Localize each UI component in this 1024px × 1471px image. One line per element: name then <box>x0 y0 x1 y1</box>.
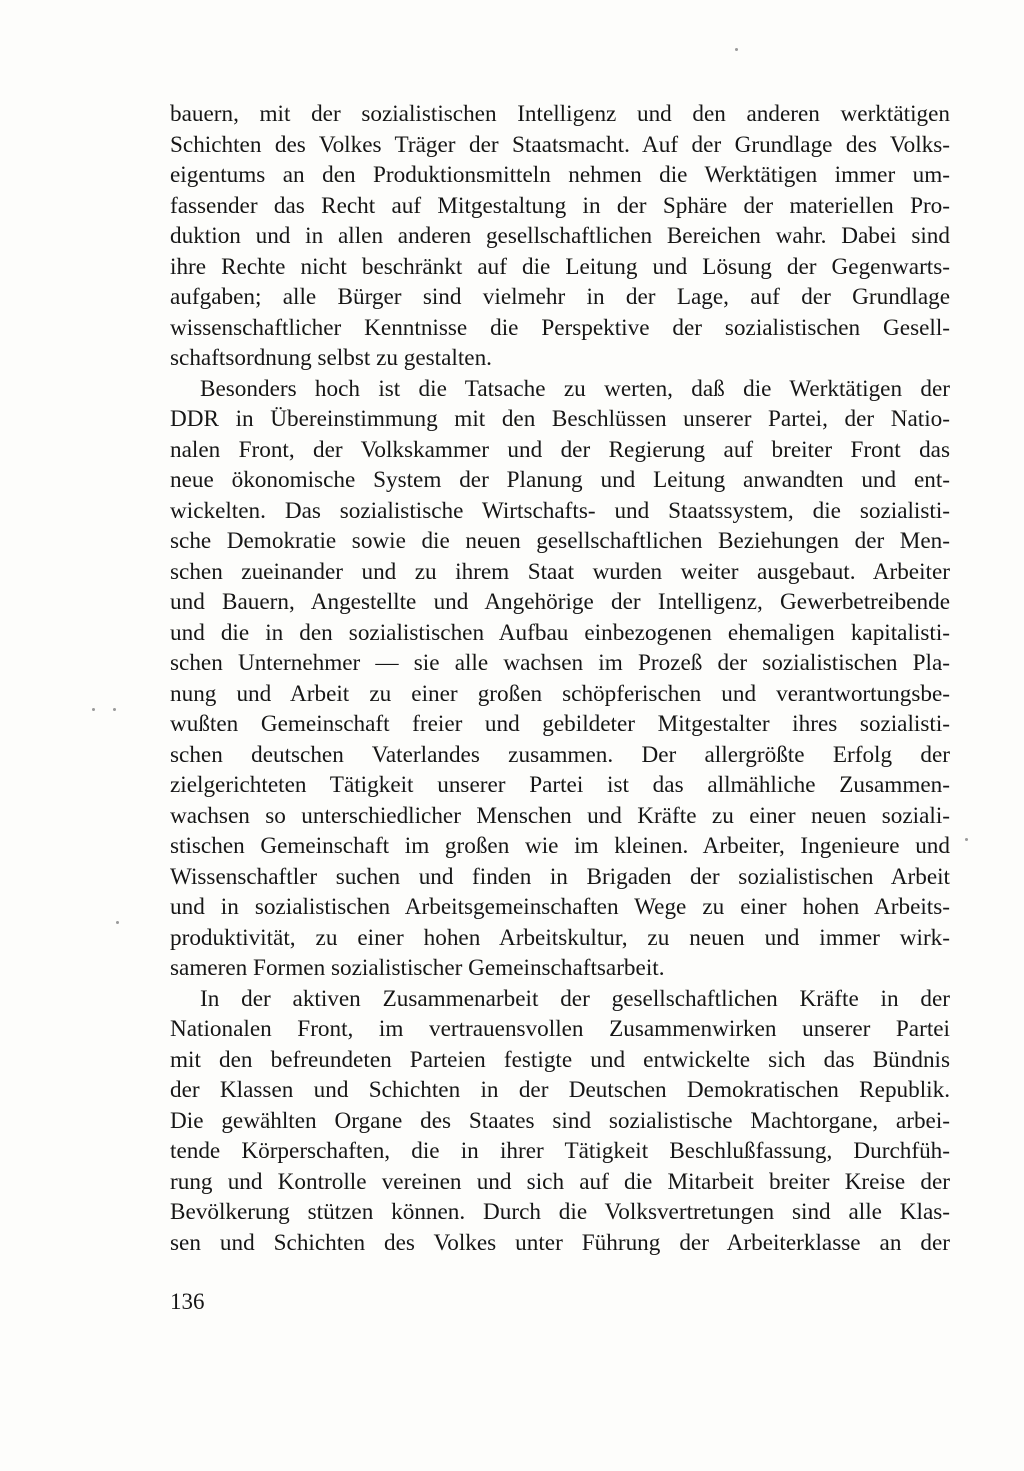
text-line: produktivität, zu einer hohen Arbeitskultur, zu neuen und immer wirk- <box>170 924 950 951</box>
text-line: und die in den sozialistischen Aufbau einbezogenen ehemaligen kapitalisti- <box>170 619 950 646</box>
paragraph <box>170 99 950 374</box>
body-text <box>170 99 950 1258</box>
text-line: mit den befreundeten Parteien festigte und entwickelte sich das Bündnis <box>170 1046 950 1073</box>
text-line: Schichten des Volkes Träger der Staatsmacht. Auf der Grundlage des Volks- <box>170 131 950 158</box>
scan-speck <box>92 708 95 711</box>
scan-speck <box>735 48 738 51</box>
scan-speck <box>113 708 116 711</box>
text-line: eigentums an den Produktionsmitteln nehmen die Werktätigen immer um- <box>170 162 950 188</box>
text-line: neue ökonomische System der Planung und Leitung anwandten und ent- <box>170 467 950 493</box>
page-number: 136 <box>170 1289 205 1314</box>
text-line: schaftsordnung selbst zu gestalten. <box>170 345 492 371</box>
text-line: duktion und in allen anderen gesellschaftlichen Bereichen wahr. Dabei sind <box>170 223 950 249</box>
text-line: wußten Gemeinschaft freier und gebildeter Mitgestalter ihres sozialisti- <box>170 711 950 737</box>
text-line: schen Unternehmer — sie alle wachsen im Prozeß der sozialistischen Pla- <box>170 650 950 676</box>
text-line: nalen Front, der Volkskammer und der Regierung auf breiter Front das <box>170 436 950 463</box>
text-line: Wissenschaftler suchen und finden in Brigaden der sozialistischen Arbeit <box>170 863 950 890</box>
text-line: rung und Kontrolle vereinen und sich auf die Mitarbeit breiter Kreise der <box>170 1168 950 1195</box>
text-line: wickelten. Das sozialistische Wirtschafts- und Staatssystem, die sozialisti- <box>170 497 950 524</box>
text-line: und in sozialistischen Arbeitsgemeinschaften Wege zu einer hohen Arbeits- <box>170 894 950 920</box>
text-line: Besonders hoch ist die Tatsache zu werten, daß die Werktätigen der <box>200 375 950 402</box>
text-line: Die gewählten Organe des Staates sind sozialistische Machtorgane, arbei- <box>170 1107 950 1134</box>
text-line: und Bauern, Angestellte und Angehörige der Intelligenz, Gewerbetreibende <box>170 589 950 615</box>
text-line: DDR in Übereinstimmung mit den Beschlüssen unserer Partei, der Natio- <box>170 406 950 432</box>
text-line: tende Körperschaften, die in ihrer Tätigkeit Beschlußfassung, Durchfüh- <box>170 1138 950 1164</box>
text-line: sche Demokratie sowie die neuen gesellschaftlichen Beziehungen der Men- <box>170 528 950 554</box>
text-line: fassender das Recht auf Mitgestaltung in der Sphäre der materiellen Pro- <box>170 192 950 219</box>
text-line: In der aktiven Zusammenarbeit der gesellschaftlichen Kräfte in der <box>200 985 950 1012</box>
text-line: schen zueinander und zu ihrem Staat wurden weiter ausgebaut. Arbeiter <box>170 558 950 585</box>
text-line: schen deutschen Vaterlandes zusammen. Der allergrößte Erfolg der <box>170 741 950 768</box>
text-line: wissenschaftlicher Kenntnisse die Perspektive der sozialistischen Gesell- <box>170 314 950 341</box>
text-line: bauern, mit der sozialistischen Intelligenz und den anderen werktätigen <box>170 101 950 127</box>
scan-speck <box>116 921 119 924</box>
paragraph <box>170 374 950 984</box>
text-line: sameren Formen sozialistischer Gemeinschaftsarbeit. <box>170 955 665 981</box>
text-line: nung und Arbeit zu einer großen schöpferischen und verantwortungsbe- <box>170 680 950 707</box>
text-line: aufgaben; alle Bürger sind vielmehr in der Lage, auf der Grundlage <box>170 284 950 310</box>
text-line: wachsen so unterschiedlicher Menschen und Kräfte zu einer neuen soziali- <box>170 802 950 829</box>
text-line: Bevölkerung stützen können. Durch die Volksvertretungen sind alle Klas- <box>170 1199 950 1225</box>
scan-speck <box>965 838 968 841</box>
text-line: stischen Gemeinschaft im großen wie im kleinen. Arbeiter, Ingenieure und <box>170 833 950 859</box>
paragraph <box>170 984 950 1259</box>
text-line: der Klassen und Schichten in der Deutschen Demokratischen Republik. <box>170 1077 950 1103</box>
text-line: zielgerichteten Tätigkeit unserer Partei ist das allmähliche Zusammen- <box>170 772 950 798</box>
text-line: Nationalen Front, im vertrauensvollen Zusammenwirken unserer Partei <box>170 1016 950 1042</box>
text-line: ihre Rechte nicht beschränkt auf die Leitung und Lösung der Gegenwarts- <box>170 253 950 280</box>
text-line: sen und Schichten des Volkes unter Führung der Arbeiterklasse an der <box>170 1229 950 1256</box>
